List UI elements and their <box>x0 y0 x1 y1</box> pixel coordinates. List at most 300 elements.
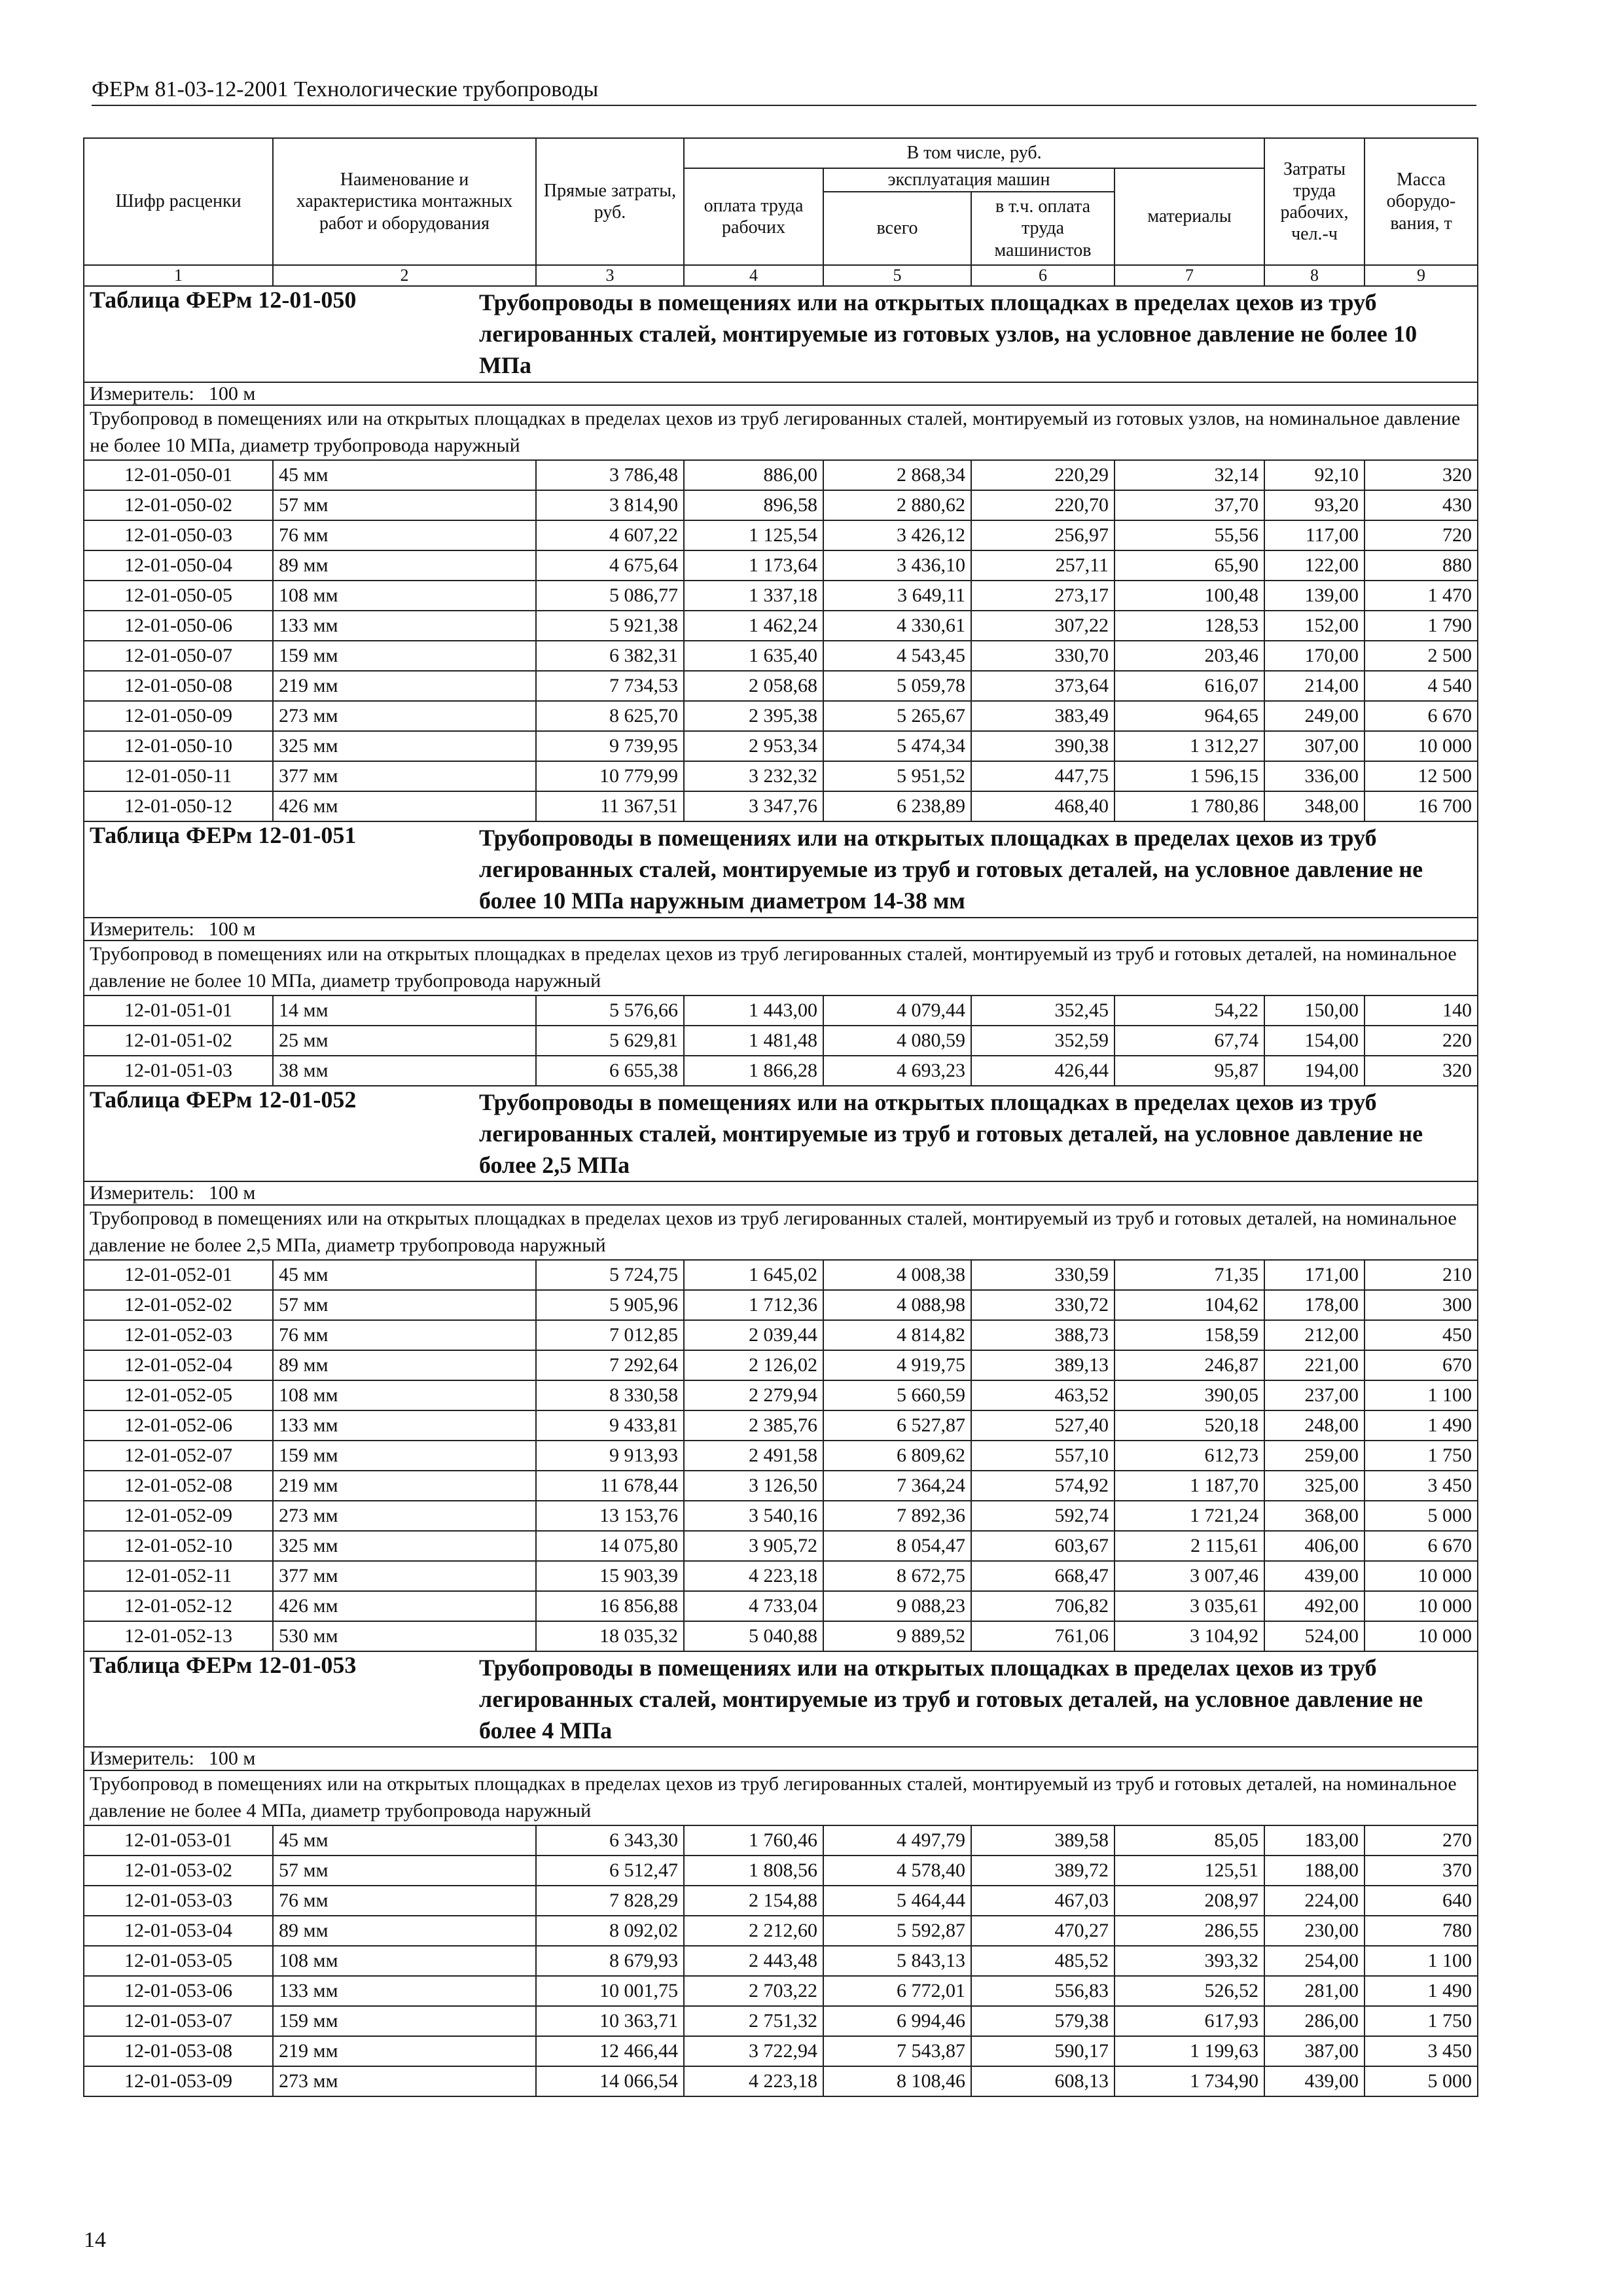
labor-cost: 170,00 <box>1264 641 1364 671</box>
labor-pay: 1 645,02 <box>684 1260 823 1290</box>
machines-total: 9 088,23 <box>823 1591 971 1621</box>
direct-cost: 18 035,32 <box>536 1621 684 1651</box>
rate-code: 12-01-052-05 <box>84 1380 273 1410</box>
labor-pay: 2 703,22 <box>684 1976 823 2006</box>
machines-total: 6 994,46 <box>823 2006 971 2036</box>
table-code: Таблица ФЕРм 12-01-051 <box>90 821 357 848</box>
measure-cell <box>84 1747 1478 1770</box>
materials-cost: 37,70 <box>1115 490 1264 520</box>
materials-cost: 1 721,24 <box>1115 1501 1264 1531</box>
materials-cost: 1 199,63 <box>1115 2036 1264 2066</box>
machinists-pay: 668,47 <box>971 1561 1115 1591</box>
rate-code: 12-01-052-07 <box>84 1441 273 1471</box>
equipment-mass: 6 670 <box>1364 1531 1478 1561</box>
pipe-diameter: 25 мм <box>273 1026 536 1056</box>
materials-cost: 100,48 <box>1115 581 1264 611</box>
pipe-diameter: 45 мм <box>273 1825 536 1856</box>
rate-code: 12-01-051-03 <box>84 1056 273 1086</box>
pipe-diameter: 273 мм <box>273 1501 536 1531</box>
machinists-pay: 603,67 <box>971 1531 1115 1561</box>
labor-cost: 439,00 <box>1264 1561 1364 1591</box>
rate-code: 12-01-053-05 <box>84 1946 273 1976</box>
machinists-pay: 273,17 <box>971 581 1115 611</box>
col-machines-header: эксплуатация машин <box>823 168 1115 192</box>
rate-code: 12-01-051-02 <box>84 1026 273 1056</box>
machines-total: 8 108,46 <box>823 2066 971 2096</box>
rate-code: 12-01-050-02 <box>84 490 273 520</box>
measure-cell <box>84 382 1478 406</box>
machines-total: 7 892,36 <box>823 1501 971 1531</box>
direct-cost: 4 675,64 <box>536 550 684 581</box>
pipe-diameter: 159 мм <box>273 1441 536 1471</box>
labor-cost: 178,00 <box>1264 1290 1364 1320</box>
pipe-diameter: 133 мм <box>273 1976 536 2006</box>
table-row <box>84 1026 1478 1056</box>
direct-cost: 9 739,95 <box>536 731 684 761</box>
labor-pay: 1 712,36 <box>684 1290 823 1320</box>
rate-code: 12-01-050-10 <box>84 731 273 761</box>
table-row <box>84 1380 1478 1410</box>
equipment-mass: 1 750 <box>1364 2006 1478 2036</box>
pipe-diameter: 133 мм <box>273 611 536 641</box>
machines-total: 4 919,75 <box>823 1350 971 1380</box>
machines-total: 8 672,75 <box>823 1561 971 1591</box>
table-title-block <box>90 1652 1472 1747</box>
machinists-pay: 307,22 <box>971 611 1115 641</box>
measure-value: 100 м <box>208 382 256 404</box>
labor-pay: 2 154,88 <box>684 1886 823 1916</box>
table-title: Трубопроводы в помещениях или на открытых площадках в пределах цехов из труб легированных сталей, монтируемые из готовых узлов, на условное давление не более 10 МПа <box>479 289 1418 379</box>
machinists-pay: 383,49 <box>971 701 1115 731</box>
direct-cost: 10 779,99 <box>536 761 684 791</box>
materials-cost: 616,07 <box>1115 671 1264 701</box>
equipment-mass: 6 670 <box>1364 701 1478 731</box>
direct-cost: 14 075,80 <box>536 1531 684 1561</box>
table-row <box>84 641 1478 671</box>
table-row <box>84 1290 1478 1320</box>
pipe-diameter: 45 мм <box>273 460 536 490</box>
machinists-pay: 463,52 <box>971 1380 1115 1410</box>
direct-cost: 6 382,31 <box>536 641 684 671</box>
col-direct-header: Прямые затраты, руб. <box>536 138 684 265</box>
price-table <box>83 137 1478 2097</box>
labor-pay: 2 751,32 <box>684 2006 823 2036</box>
labor-cost: 325,00 <box>1264 1471 1364 1501</box>
table-row <box>84 1621 1478 1651</box>
equipment-mass: 1 470 <box>1364 581 1478 611</box>
direct-cost: 7 012,85 <box>536 1320 684 1350</box>
labor-cost: 492,00 <box>1264 1591 1364 1621</box>
direct-cost: 10 001,75 <box>536 1976 684 2006</box>
machines-total: 2 868,34 <box>823 460 971 490</box>
machines-total: 4 543,45 <box>823 641 971 671</box>
machinists-pay: 256,97 <box>971 520 1115 550</box>
column-number: 3 <box>536 265 684 286</box>
labor-pay: 2 385,76 <box>684 1410 823 1441</box>
equipment-mass: 2 500 <box>1364 641 1478 671</box>
direct-cost: 6 512,47 <box>536 1856 684 1886</box>
table-row <box>84 1946 1478 1976</box>
direct-cost: 7 292,64 <box>536 1350 684 1380</box>
labor-cost: 93,20 <box>1264 490 1364 520</box>
pipe-diameter: 219 мм <box>273 671 536 701</box>
equipment-mass: 1 750 <box>1364 1441 1478 1471</box>
direct-cost: 16 856,88 <box>536 1591 684 1621</box>
direct-cost: 5 086,77 <box>536 581 684 611</box>
labor-pay: 2 443,48 <box>684 1946 823 1976</box>
machinists-pay: 352,59 <box>971 1026 1115 1056</box>
rate-code: 12-01-053-09 <box>84 2066 273 2096</box>
direct-cost: 5 724,75 <box>536 1260 684 1290</box>
labor-pay: 2 058,68 <box>684 671 823 701</box>
table-row <box>84 1501 1478 1531</box>
machinists-pay: 468,40 <box>971 791 1115 821</box>
pipe-diameter: 133 мм <box>273 1410 536 1441</box>
col-mass-header: Масса оборудо-вания, т <box>1364 138 1478 265</box>
equipment-mass: 4 540 <box>1364 671 1478 701</box>
table-title-row <box>84 286 1478 382</box>
col-machinists-pay-header: в т.ч. оплата труда машинистов <box>971 192 1115 265</box>
labor-cost: 254,00 <box>1264 1946 1364 1976</box>
pipe-diameter: 108 мм <box>273 581 536 611</box>
pipe-diameter: 273 мм <box>273 701 536 731</box>
equipment-mass: 1 100 <box>1364 1946 1478 1976</box>
direct-cost: 5 905,96 <box>536 1290 684 1320</box>
table-row <box>84 611 1478 641</box>
labor-pay: 3 722,94 <box>684 2036 823 2066</box>
machines-total: 4 008,38 <box>823 1260 971 1290</box>
machinists-pay: 220,70 <box>971 490 1115 520</box>
machinists-pay: 485,52 <box>971 1946 1115 1976</box>
description-row <box>84 405 1478 460</box>
machines-total: 4 079,44 <box>823 996 971 1026</box>
rate-code: 12-01-052-11 <box>84 1561 273 1591</box>
materials-cost: 158,59 <box>1115 1320 1264 1350</box>
labor-cost: 171,00 <box>1264 1260 1364 1290</box>
pipe-diameter: 14 мм <box>273 996 536 1026</box>
table-row <box>84 1531 1478 1561</box>
table-row <box>84 1441 1478 1471</box>
column-number: 9 <box>1364 265 1478 286</box>
labor-pay: 5 040,88 <box>684 1621 823 1651</box>
measure-cell <box>84 918 1478 941</box>
labor-pay: 1 443,00 <box>684 996 823 1026</box>
rate-code: 12-01-053-01 <box>84 1825 273 1856</box>
table-description: Трубопровод в помещениях или на открытых площадках в пределах цехов из труб легированных сталей, монтируемый из труб и готовых деталей, на номинальное давление не более 4 МПа, диаметр трубопровода наружный <box>84 1770 1478 1825</box>
table-title-cell <box>84 286 1478 382</box>
description-row <box>84 1205 1478 1260</box>
machines-total: 7 364,24 <box>823 1471 971 1501</box>
materials-cost: 617,93 <box>1115 2006 1264 2036</box>
measure-row <box>84 382 1478 406</box>
equipment-mass: 220 <box>1364 1026 1478 1056</box>
table-row <box>84 1471 1478 1501</box>
materials-cost: 54,22 <box>1115 996 1264 1026</box>
direct-cost: 7 828,29 <box>536 1886 684 1916</box>
direct-cost: 7 734,53 <box>536 671 684 701</box>
materials-cost: 3 007,46 <box>1115 1561 1264 1591</box>
rate-code: 12-01-053-08 <box>84 2036 273 2066</box>
rate-code: 12-01-050-11 <box>84 761 273 791</box>
table-title-block <box>90 822 1472 917</box>
machines-total: 4 088,98 <box>823 1290 971 1320</box>
page-number: 14 <box>84 2228 106 2252</box>
direct-cost: 9 913,93 <box>536 1441 684 1471</box>
rate-code: 12-01-050-12 <box>84 791 273 821</box>
pipe-diameter: 57 мм <box>273 1856 536 1886</box>
col-name-header: Наименование и характеристика монтажных работ и оборудования <box>273 138 536 265</box>
materials-cost: 95,87 <box>1115 1056 1264 1086</box>
description-row <box>84 941 1478 996</box>
pipe-diameter: 89 мм <box>273 550 536 581</box>
rate-code: 12-01-050-09 <box>84 701 273 731</box>
labor-pay: 1 481,48 <box>684 1026 823 1056</box>
labor-cost: 214,00 <box>1264 671 1364 701</box>
table-code: Таблица ФЕРм 12-01-052 <box>90 1086 357 1113</box>
table-row <box>84 1856 1478 1886</box>
page-header: ФЕРм 81-03-12-2001 Технологические трубопроводы <box>92 77 1476 106</box>
machines-total: 9 889,52 <box>823 1621 971 1651</box>
pipe-diameter: 377 мм <box>273 1561 536 1591</box>
materials-cost: 55,56 <box>1115 520 1264 550</box>
machinists-pay: 426,44 <box>971 1056 1115 1086</box>
direct-cost: 13 153,76 <box>536 1501 684 1531</box>
rate-code: 12-01-052-03 <box>84 1320 273 1350</box>
rate-code: 12-01-052-02 <box>84 1290 273 1320</box>
table-title: Трубопроводы в помещениях или на открытых площадках в пределах цехов из труб легированных сталей, монтируемые из труб и готовых деталей, на условное давление не более 10 МПа наружным диаметром 14-38 мм <box>479 824 1423 914</box>
table-row <box>84 671 1478 701</box>
materials-cost: 71,35 <box>1115 1260 1264 1290</box>
labor-cost: 117,00 <box>1264 520 1364 550</box>
labor-cost: 152,00 <box>1264 611 1364 641</box>
machines-total: 5 059,78 <box>823 671 971 701</box>
rate-code: 12-01-050-07 <box>84 641 273 671</box>
measure-row <box>84 918 1478 941</box>
equipment-mass: 270 <box>1364 1825 1478 1856</box>
rate-code: 12-01-052-08 <box>84 1471 273 1501</box>
equipment-mass: 1 100 <box>1364 1380 1478 1410</box>
equipment-mass: 450 <box>1364 1320 1478 1350</box>
measure-value: 100 м <box>208 918 256 940</box>
materials-cost: 125,51 <box>1115 1856 1264 1886</box>
labor-pay: 1 125,54 <box>684 520 823 550</box>
machines-total: 3 426,12 <box>823 520 971 550</box>
rate-code: 12-01-051-01 <box>84 996 273 1026</box>
machinists-pay: 470,27 <box>971 1916 1115 1946</box>
labor-cost: 348,00 <box>1264 791 1364 821</box>
labor-pay: 1 866,28 <box>684 1056 823 1086</box>
direct-cost: 5 576,66 <box>536 996 684 1026</box>
column-number: 5 <box>823 265 971 286</box>
equipment-mass: 210 <box>1364 1260 1478 1290</box>
labor-cost: 212,00 <box>1264 1320 1364 1350</box>
rate-code: 12-01-050-01 <box>84 460 273 490</box>
materials-cost: 1 187,70 <box>1115 1471 1264 1501</box>
machinists-pay: 467,03 <box>971 1886 1115 1916</box>
col-machines-total-header: всего <box>823 192 971 265</box>
pipe-diameter: 530 мм <box>273 1621 536 1651</box>
pipe-diameter: 426 мм <box>273 1591 536 1621</box>
labor-cost: 237,00 <box>1264 1380 1364 1410</box>
labor-pay: 1 337,18 <box>684 581 823 611</box>
machinists-pay: 330,70 <box>971 641 1115 671</box>
machines-total: 6 527,87 <box>823 1410 971 1441</box>
col-labor-cost-header: Затраты труда рабочих, чел.-ч <box>1264 138 1364 265</box>
table-code: Таблица ФЕРм 12-01-053 <box>90 1651 357 1678</box>
equipment-mass: 300 <box>1364 1290 1478 1320</box>
labor-cost: 122,00 <box>1264 550 1364 581</box>
table-row <box>84 731 1478 761</box>
labor-pay: 4 223,18 <box>684 2066 823 2096</box>
machines-total: 4 693,23 <box>823 1056 971 1086</box>
machines-total: 2 880,62 <box>823 490 971 520</box>
machines-total: 3 649,11 <box>823 581 971 611</box>
equipment-mass: 780 <box>1364 1916 1478 1946</box>
col-code-header: Шифр расценки <box>84 138 273 265</box>
direct-cost: 14 066,54 <box>536 2066 684 2096</box>
direct-cost: 11 678,44 <box>536 1471 684 1501</box>
direct-cost: 8 679,93 <box>536 1946 684 1976</box>
equipment-mass: 370 <box>1364 1856 1478 1886</box>
column-number: 7 <box>1115 265 1264 286</box>
pipe-diameter: 159 мм <box>273 2006 536 2036</box>
machines-total: 5 592,87 <box>823 1916 971 1946</box>
table-row <box>84 2006 1478 2036</box>
table-title-cell <box>84 1651 1478 1748</box>
labor-cost: 92,10 <box>1264 460 1364 490</box>
direct-cost: 12 466,44 <box>536 2036 684 2066</box>
labor-cost: 281,00 <box>1264 1976 1364 2006</box>
labor-pay: 3 347,76 <box>684 791 823 821</box>
direct-cost: 11 367,51 <box>536 791 684 821</box>
labor-pay: 2 126,02 <box>684 1350 823 1380</box>
machines-total: 8 054,47 <box>823 1531 971 1561</box>
materials-cost: 32,14 <box>1115 460 1264 490</box>
machinists-pay: 574,92 <box>971 1471 1115 1501</box>
measure-label: Измеритель: <box>90 1182 194 1204</box>
labor-cost: 188,00 <box>1264 1856 1364 1886</box>
labor-pay: 896,58 <box>684 490 823 520</box>
table-row <box>84 460 1478 490</box>
table-row <box>84 791 1478 821</box>
measure-value: 100 м <box>208 1748 256 1770</box>
equipment-mass: 880 <box>1364 550 1478 581</box>
description-row <box>84 1770 1478 1825</box>
machinists-pay: 389,58 <box>971 1825 1115 1856</box>
table-row <box>84 701 1478 731</box>
direct-cost: 15 903,39 <box>536 1561 684 1591</box>
labor-cost: 406,00 <box>1264 1531 1364 1561</box>
direct-cost: 3 786,48 <box>536 460 684 490</box>
materials-cost: 3 104,92 <box>1115 1621 1264 1651</box>
table-row <box>84 490 1478 520</box>
materials-cost: 286,55 <box>1115 1916 1264 1946</box>
machines-total: 5 265,67 <box>823 701 971 731</box>
equipment-mass: 12 500 <box>1364 761 1478 791</box>
machinists-pay: 447,75 <box>971 761 1115 791</box>
materials-cost: 390,05 <box>1115 1380 1264 1410</box>
machinists-pay: 352,45 <box>971 996 1115 1026</box>
direct-cost: 8 625,70 <box>536 701 684 731</box>
rate-code: 12-01-052-09 <box>84 1501 273 1531</box>
labor-pay: 2 395,38 <box>684 701 823 731</box>
rate-code: 12-01-050-06 <box>84 611 273 641</box>
equipment-mass: 320 <box>1364 460 1478 490</box>
table-row <box>84 1260 1478 1290</box>
labor-pay: 3 126,50 <box>684 1471 823 1501</box>
direct-cost: 8 330,58 <box>536 1380 684 1410</box>
table-row <box>84 761 1478 791</box>
labor-pay: 4 733,04 <box>684 1591 823 1621</box>
direct-cost: 9 433,81 <box>536 1410 684 1441</box>
table-row <box>84 1825 1478 1856</box>
materials-cost: 203,46 <box>1115 641 1264 671</box>
table-body <box>84 286 1478 2096</box>
column-number: 8 <box>1264 265 1364 286</box>
table-description: Трубопровод в помещениях или на открытых площадках в пределах цехов из труб легированных сталей, монтируемый из готовых узлов, на номинальное давление не более 10 МПа, диаметр трубопровода наружный <box>84 405 1478 460</box>
rate-code: 12-01-053-06 <box>84 1976 273 2006</box>
direct-cost: 5 629,81 <box>536 1026 684 1056</box>
equipment-mass: 5 000 <box>1364 2066 1478 2096</box>
col-labor-pay-header: оплата труда рабочих <box>684 168 823 265</box>
machines-total: 6 772,01 <box>823 1976 971 2006</box>
rate-code: 12-01-053-04 <box>84 1916 273 1946</box>
labor-pay: 2 953,34 <box>684 731 823 761</box>
materials-cost: 67,74 <box>1115 1026 1264 1056</box>
pipe-diameter: 325 мм <box>273 731 536 761</box>
machinists-pay: 389,72 <box>971 1856 1115 1886</box>
column-number: 4 <box>684 265 823 286</box>
materials-cost: 104,62 <box>1115 1290 1264 1320</box>
pipe-diameter: 76 мм <box>273 520 536 550</box>
pipe-diameter: 89 мм <box>273 1350 536 1380</box>
machines-total: 3 436,10 <box>823 550 971 581</box>
equipment-mass: 640 <box>1364 1886 1478 1916</box>
materials-cost: 3 035,61 <box>1115 1591 1264 1621</box>
materials-cost: 1 312,27 <box>1115 731 1264 761</box>
machines-total: 4 578,40 <box>823 1856 971 1886</box>
rate-code: 12-01-052-10 <box>84 1531 273 1561</box>
labor-cost: 221,00 <box>1264 1350 1364 1380</box>
machinists-pay: 330,72 <box>971 1290 1115 1320</box>
machines-total: 6 809,62 <box>823 1441 971 1471</box>
table-row <box>84 550 1478 581</box>
equipment-mass: 10 000 <box>1364 1591 1478 1621</box>
table-row <box>84 1886 1478 1916</box>
equipment-mass: 16 700 <box>1364 791 1478 821</box>
direct-cost: 8 092,02 <box>536 1916 684 1946</box>
pipe-diameter: 377 мм <box>273 761 536 791</box>
table-row <box>84 1320 1478 1350</box>
pipe-diameter: 426 мм <box>273 791 536 821</box>
table-title-row <box>84 821 1478 918</box>
equipment-mass: 1 490 <box>1364 1976 1478 2006</box>
labor-cost: 368,00 <box>1264 1501 1364 1531</box>
col-including-header: В том числе, руб. <box>684 138 1264 168</box>
machines-total: 5 951,52 <box>823 761 971 791</box>
rate-code: 12-01-050-04 <box>84 550 273 581</box>
table-title-block <box>90 287 1472 382</box>
labor-pay: 3 905,72 <box>684 1531 823 1561</box>
pipe-diameter: 57 мм <box>273 1290 536 1320</box>
labor-pay: 886,00 <box>684 460 823 490</box>
measure-row <box>84 1747 1478 1770</box>
direct-cost: 5 921,38 <box>536 611 684 641</box>
rate-code: 12-01-050-05 <box>84 581 273 611</box>
materials-cost: 393,32 <box>1115 1946 1264 1976</box>
rate-code: 12-01-052-12 <box>84 1591 273 1621</box>
labor-cost: 183,00 <box>1264 1825 1364 1856</box>
